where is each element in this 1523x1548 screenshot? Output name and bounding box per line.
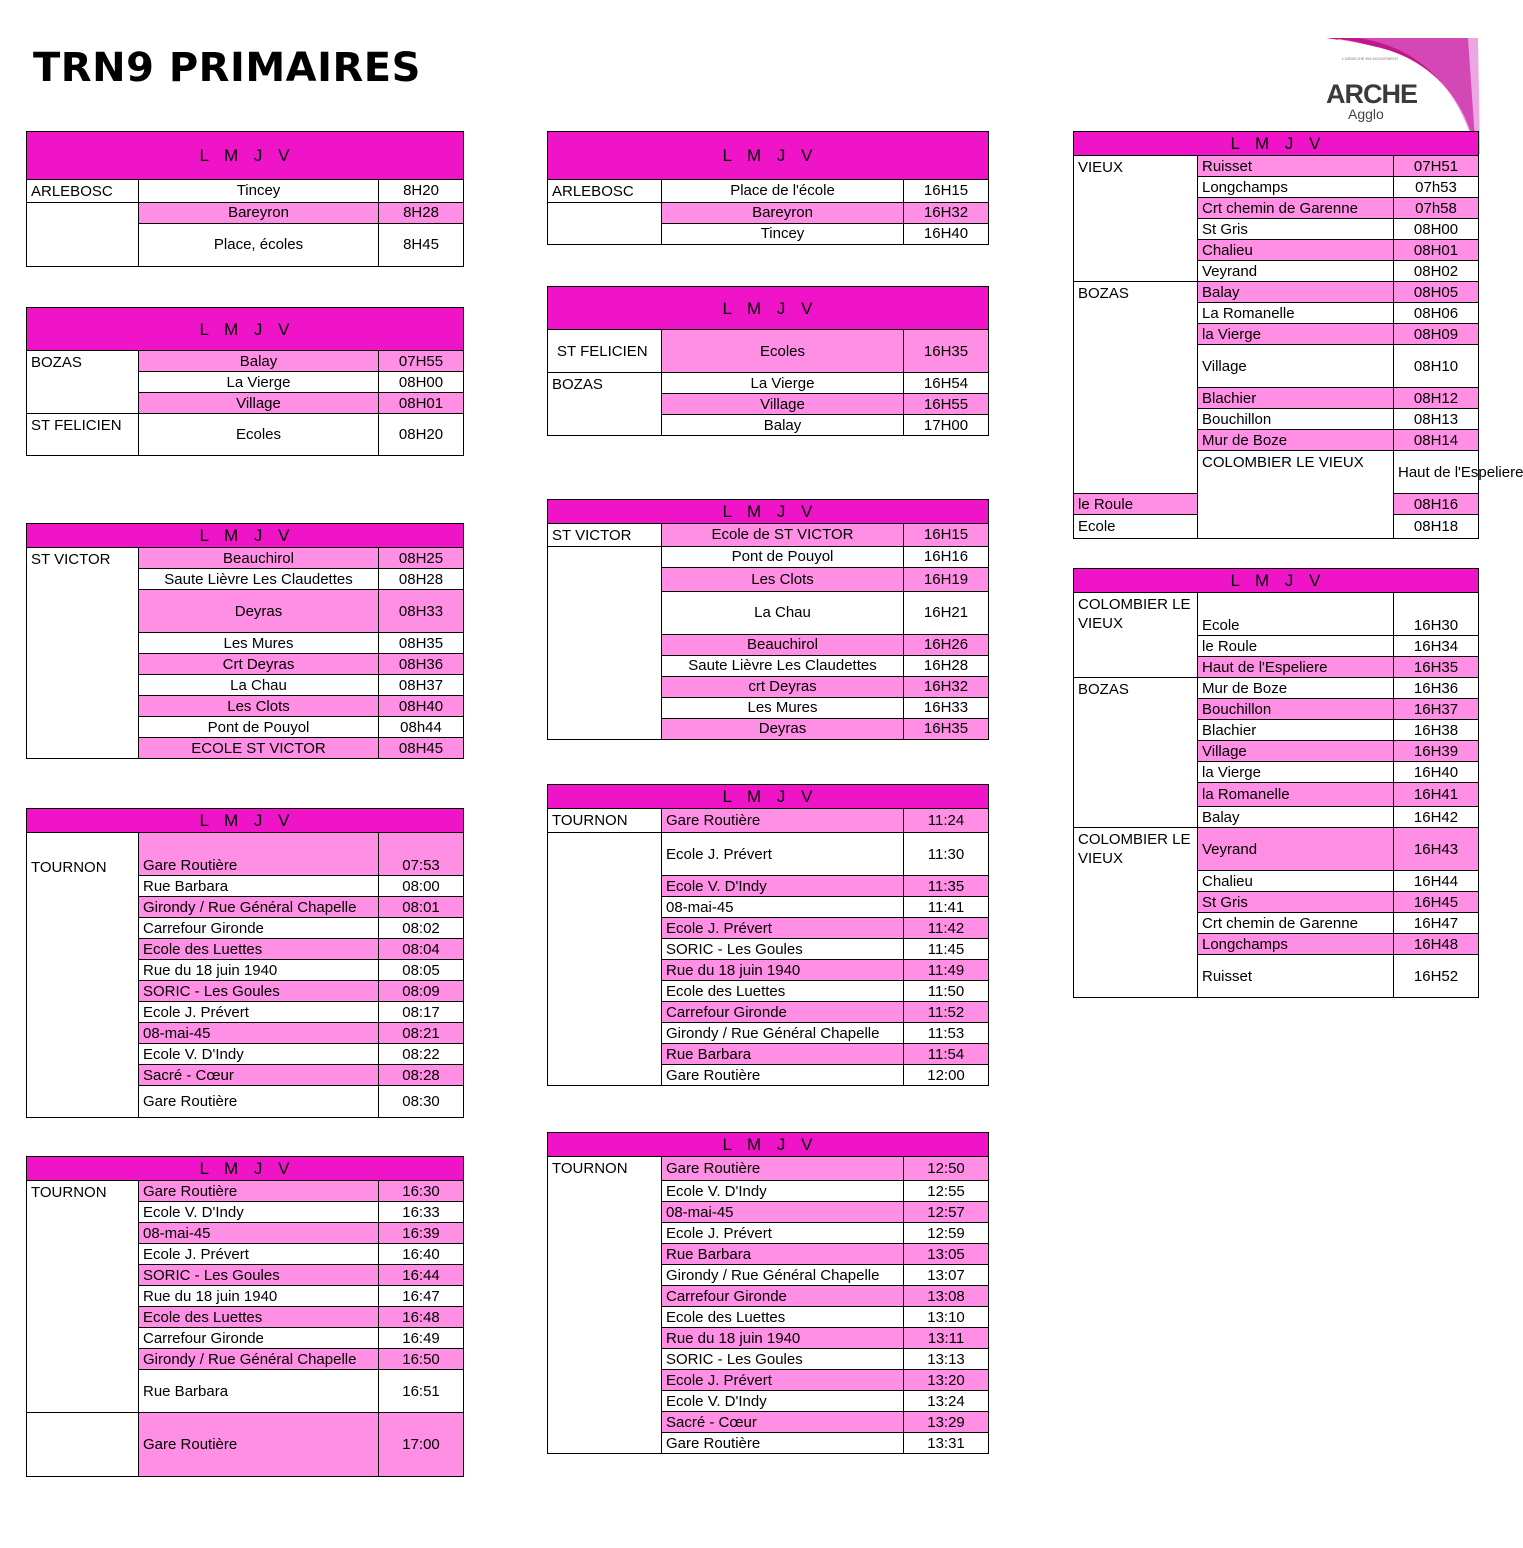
commune-cell	[548, 202, 662, 244]
stop-time: 13:08	[904, 1286, 989, 1307]
stop-name: Haut de l'Espeliere	[1394, 451, 1479, 494]
stop-time: 16:49	[379, 1328, 464, 1349]
stop-name: Les Mures	[662, 697, 904, 718]
stop-name: Carrefour Gironde	[662, 1002, 904, 1023]
table-row	[27, 414, 464, 456]
stop-time: 13:10	[904, 1307, 989, 1328]
commune-cell: ST VICTOR	[548, 524, 662, 547]
stop-time: 16H32	[904, 676, 989, 697]
stop-name: Rue du 18 juin 1940	[139, 960, 379, 981]
commune-cell: COLOMBIER LE VIEUX	[1074, 828, 1198, 998]
commune-cell: COLOMBIER LE VIEUX	[1198, 451, 1394, 539]
stop-time: 17:00	[379, 1413, 464, 1477]
stop-time: 08H20	[379, 414, 464, 456]
timetable-t12	[1073, 568, 1479, 998]
stop-time: 16H35	[1394, 657, 1479, 678]
stop-name: Veyrand	[1198, 261, 1394, 282]
stop-time: 08:00	[379, 876, 464, 897]
stop-time: 16H37	[1394, 699, 1479, 720]
stop-time: 12:55	[904, 1181, 989, 1202]
stop-name: Carrefour Gironde	[139, 918, 379, 939]
stop-time: 08H28	[379, 569, 464, 590]
table-row	[27, 180, 464, 203]
stop-name: Girondy / Rue Général Chapelle	[662, 1265, 904, 1286]
stop-name: Les Mures	[139, 633, 379, 654]
stop-name: SORIC - Les Goules	[662, 1349, 904, 1370]
stop-time: 16H43	[1394, 828, 1479, 871]
table-row	[548, 202, 989, 223]
stop-name: St Gris	[1198, 892, 1394, 913]
stop-name: Girondy / Rue Général Chapelle	[139, 1349, 379, 1370]
stop-name: Carrefour Gironde	[139, 1328, 379, 1349]
stop-name: Ecole de ST VICTOR	[662, 524, 904, 547]
stop-time: 16H39	[1394, 741, 1479, 762]
timetable-t11	[1073, 131, 1523, 539]
commune-cell: ARLEBOSC	[548, 180, 662, 203]
stop-name: Place de l'école	[662, 180, 904, 203]
stop-time: 12:57	[904, 1202, 989, 1223]
commune-cell: TOURNON	[548, 1157, 662, 1454]
commune-cell: BOZAS	[1074, 678, 1198, 828]
stop-name: Ecole	[1198, 593, 1394, 636]
stop-name: Ecole des Luettes	[139, 1307, 379, 1328]
stop-time: 08H00	[1394, 219, 1479, 240]
stop-name: Saute Lièvre Les Claudettes	[139, 569, 379, 590]
stop-time: 16H40	[1394, 762, 1479, 783]
days-header: L M J V	[548, 785, 989, 809]
days-header: L M J V	[27, 132, 464, 180]
stop-name: Rue du 18 juin 1940	[662, 960, 904, 981]
stop-time: 13:13	[904, 1349, 989, 1370]
stop-time: 08H09	[1394, 324, 1479, 345]
stop-time: 16H36	[1394, 678, 1479, 699]
stop-name: Deyras	[139, 590, 379, 633]
stop-time: 16H38	[1394, 720, 1479, 741]
stop-time: 08H45	[379, 738, 464, 759]
stop-time: 12:00	[904, 1065, 989, 1086]
stop-time: 11:45	[904, 939, 989, 960]
stop-name: Les Clots	[139, 696, 379, 717]
days-header: L M J V	[27, 524, 464, 548]
stop-name: la Vierge	[1198, 762, 1394, 783]
stop-time: 13:07	[904, 1265, 989, 1286]
stop-time: 08:02	[379, 918, 464, 939]
stop-time: 16H26	[904, 634, 989, 655]
table-row	[1074, 156, 1479, 177]
stop-time: 8H28	[379, 202, 464, 223]
stop-time: 13:20	[904, 1370, 989, 1391]
stop-time: 08H18	[1394, 515, 1479, 539]
stop-name: SORIC - Les Goules	[139, 1265, 379, 1286]
stop-name: La Romanelle	[1198, 303, 1394, 324]
stop-time: 11:54	[904, 1044, 989, 1065]
stop-name: Pont de Pouyol	[139, 717, 379, 738]
stop-time: 07:53	[379, 833, 464, 876]
days-header: L M J V	[27, 809, 464, 833]
stop-time: 08:01	[379, 897, 464, 918]
stop-name: 08-mai-45	[662, 1202, 904, 1223]
stop-name: Ecole J. Prévert	[139, 1244, 379, 1265]
stop-name: 08-mai-45	[139, 1023, 379, 1044]
stop-time: 16:33	[379, 1202, 464, 1223]
table-row	[27, 202, 464, 223]
stop-name: Gare Routière	[662, 809, 904, 833]
table-row	[27, 548, 464, 569]
commune-cell	[27, 1413, 139, 1477]
stop-time: 08H02	[1394, 261, 1479, 282]
stop-name: Rue Barbara	[662, 1244, 904, 1265]
stop-time: 16H52	[1394, 955, 1479, 998]
stop-name: Ecole J. Prévert	[662, 1370, 904, 1391]
timetable-t5	[26, 1156, 464, 1477]
commune-cell: VIEUX	[1074, 156, 1198, 282]
logo-sub: Agglo	[1348, 106, 1384, 122]
stop-name: 08-mai-45	[139, 1223, 379, 1244]
stop-time: 08H36	[379, 654, 464, 675]
stop-time: 16H35	[904, 718, 989, 739]
stop-time: 16H44	[1394, 871, 1479, 892]
stop-time: 13:29	[904, 1412, 989, 1433]
stop-time: 16:44	[379, 1265, 464, 1286]
stop-time: 08H05	[1394, 282, 1479, 303]
stop-name: Carrefour Gironde	[662, 1286, 904, 1307]
stop-name: Bouchillon	[1198, 409, 1394, 430]
logo-tagline: L'ARDECHE EN MOUVEMENT	[1342, 56, 1399, 61]
stop-time: 16H41	[1394, 783, 1479, 807]
stop-name: Les Clots	[662, 567, 904, 591]
stop-name: Ruisset	[1198, 955, 1394, 998]
stop-name: la Romanelle	[1198, 783, 1394, 807]
stop-time: 16H47	[1394, 913, 1479, 934]
stop-name: Beauchirol	[139, 548, 379, 569]
stop-name: Rue Barbara	[139, 1370, 379, 1413]
commune-cell: COLOMBIER LE VIEUX	[1074, 593, 1198, 678]
stop-name: SORIC - Les Goules	[662, 939, 904, 960]
stop-name: le Roule	[1198, 636, 1394, 657]
stop-name: Village	[1198, 741, 1394, 762]
commune-cell: ARLEBOSC	[27, 180, 139, 203]
stop-time: 16H28	[904, 655, 989, 676]
table-row	[548, 180, 989, 203]
stop-time: 16:48	[379, 1307, 464, 1328]
stop-name: Place, écoles	[139, 223, 379, 266]
stop-name: Rue du 18 juin 1940	[139, 1286, 379, 1307]
days-header: L M J V	[548, 287, 989, 330]
stop-name: Gare Routière	[139, 833, 379, 876]
stop-time: 16H21	[904, 591, 989, 634]
stop-time: 11:41	[904, 897, 989, 918]
stop-name: Balay	[1198, 807, 1394, 828]
stop-name: Ecole des Luettes	[139, 939, 379, 960]
stop-time: 16H35	[904, 330, 989, 373]
stop-name: Girondy / Rue Général Chapelle	[139, 897, 379, 918]
stop-name: Ruisset	[1198, 156, 1394, 177]
stop-time: 08H12	[1394, 388, 1479, 409]
table-row	[1074, 282, 1479, 303]
stop-name: Rue Barbara	[662, 1044, 904, 1065]
stop-name: Sacré - Cœur	[139, 1065, 379, 1086]
stop-time: 08:09	[379, 981, 464, 1002]
stop-time: 12:59	[904, 1223, 989, 1244]
table-row	[27, 833, 464, 876]
stop-name: Chalieu	[1198, 871, 1394, 892]
stop-name: Ecole V. D'Indy	[139, 1044, 379, 1065]
timetable-t8	[547, 499, 989, 740]
stop-name: ECOLE ST VICTOR	[139, 738, 379, 759]
stop-time: 16H33	[904, 697, 989, 718]
days-header: L M J V	[1074, 569, 1479, 593]
stop-name: Crt chemin de Garenne	[1198, 198, 1394, 219]
stop-name: La Chau	[139, 675, 379, 696]
stop-time: 08:30	[379, 1086, 464, 1118]
stop-name: Village	[139, 393, 379, 414]
stop-name: Gare Routière	[662, 1433, 904, 1454]
stop-time: 12:50	[904, 1157, 989, 1181]
stop-name: Ecole des Luettes	[662, 1307, 904, 1328]
days-header: L M J V	[548, 132, 989, 180]
stop-name: Longchamps	[1198, 934, 1394, 955]
commune-cell: TOURNON	[27, 1181, 139, 1413]
table-row	[548, 833, 989, 876]
stop-time: 08h44	[379, 717, 464, 738]
stop-time: 8H20	[379, 180, 464, 203]
commune-cell: ST FELICIEN	[548, 330, 662, 373]
stop-name: la Vierge	[1198, 324, 1394, 345]
stop-name: Crt Deyras	[139, 654, 379, 675]
days-header: L M J V	[548, 1133, 989, 1157]
commune-cell	[548, 546, 662, 739]
timetable-t10	[547, 1132, 989, 1454]
stop-name: Veyrand	[1198, 828, 1394, 871]
stop-name: Crt chemin de Garenne	[1198, 913, 1394, 934]
stop-time: 16:30	[379, 1181, 464, 1202]
stop-name: Ecoles	[139, 414, 379, 456]
stop-name: le Roule	[1074, 494, 1198, 515]
stop-time: 16H40	[904, 223, 989, 244]
days-header: L M J V	[548, 500, 989, 524]
stop-name: crt Deyras	[662, 676, 904, 697]
stop-time: 16H30	[1394, 593, 1479, 636]
stop-name: Balay	[139, 351, 379, 372]
timetable-t1	[26, 131, 464, 267]
stop-name: Ecole	[1074, 515, 1198, 539]
stop-name: Balay	[662, 415, 904, 436]
table-row	[548, 1157, 989, 1181]
timetable-t7	[547, 286, 989, 436]
stop-time: 16H48	[1394, 934, 1479, 955]
stop-name: Tincey	[662, 223, 904, 244]
stop-time: 11:52	[904, 1002, 989, 1023]
stop-name: Gare Routière	[139, 1413, 379, 1477]
stop-time: 08H01	[1394, 240, 1479, 261]
stop-name: Ecole V. D'Indy	[662, 1391, 904, 1412]
stop-name: La Vierge	[139, 372, 379, 393]
stop-time: 08H14	[1394, 430, 1479, 451]
timetable-t3	[26, 523, 464, 759]
commune-cell	[548, 833, 662, 1086]
table-row	[548, 330, 989, 373]
stop-time: 16H15	[904, 180, 989, 203]
stop-name: Mur de Boze	[1198, 678, 1394, 699]
commune-cell: BOZAS	[548, 373, 662, 436]
stop-name: Girondy / Rue Général Chapelle	[662, 1023, 904, 1044]
stop-name: Ecole J. Prévert	[662, 833, 904, 876]
stop-name: Ecole V. D'Indy	[139, 1202, 379, 1223]
stop-time: 11:50	[904, 981, 989, 1002]
stop-name: Pont de Pouyol	[662, 546, 904, 567]
stop-time: 08H00	[379, 372, 464, 393]
table-row	[1074, 828, 1479, 871]
stop-name: Bouchillon	[1198, 699, 1394, 720]
page-title: TRN9 PRIMAIRES	[33, 45, 421, 91]
stop-name: Beauchirol	[662, 634, 904, 655]
stop-time: 07h53	[1394, 177, 1479, 198]
stop-name: Ecole V. D'Indy	[662, 876, 904, 897]
stop-time: 11:30	[904, 833, 989, 876]
stop-time: 11:53	[904, 1023, 989, 1044]
stop-time: 07H55	[379, 351, 464, 372]
stop-name: Tincey	[139, 180, 379, 203]
table-row	[548, 546, 989, 567]
stop-time: 16H15	[904, 524, 989, 547]
stop-name: Longchamps	[1198, 177, 1394, 198]
stop-time: 11:35	[904, 876, 989, 897]
stop-time: 08:04	[379, 939, 464, 960]
stop-name: Mur de Boze	[1198, 430, 1394, 451]
stop-name: Blachier	[1198, 720, 1394, 741]
stop-name: Ecole J. Prévert	[662, 918, 904, 939]
stop-name: Blachier	[1198, 388, 1394, 409]
stop-time: 08:22	[379, 1044, 464, 1065]
table-row	[548, 373, 989, 394]
stop-name: Ecole V. D'Indy	[662, 1181, 904, 1202]
stop-time: 08H16	[1394, 494, 1479, 515]
stop-time: 16H45	[1394, 892, 1479, 913]
table-row	[548, 524, 989, 547]
stop-time: 08H37	[379, 675, 464, 696]
stop-name: Gare Routière	[139, 1086, 379, 1118]
commune-cell	[27, 202, 139, 266]
stop-name: Ecole des Luettes	[662, 981, 904, 1002]
stop-time: 08H01	[379, 393, 464, 414]
logo-name: ARCHE	[1326, 79, 1418, 109]
stop-name: Rue du 18 juin 1940	[662, 1328, 904, 1349]
stop-name: Saute Lièvre Les Claudettes	[662, 655, 904, 676]
table-row	[548, 809, 989, 833]
timetable-t6	[547, 131, 989, 245]
stop-name: Village	[1198, 345, 1394, 388]
stop-time: 16:47	[379, 1286, 464, 1307]
stop-name: Gare Routière	[662, 1065, 904, 1086]
days-header: L M J V	[1074, 132, 1479, 156]
stop-time: 08H10	[1394, 345, 1479, 388]
stop-time: 08H35	[379, 633, 464, 654]
stop-time: 08H25	[379, 548, 464, 569]
stop-time: 16:51	[379, 1370, 464, 1413]
stop-name: Bareyron	[662, 202, 904, 223]
stop-time: 8H45	[379, 223, 464, 266]
stop-name: Ecole J. Prévert	[139, 1002, 379, 1023]
commune-cell: TOURNON	[548, 809, 662, 833]
stop-time: 13:31	[904, 1433, 989, 1454]
stop-name: St Gris	[1198, 219, 1394, 240]
stop-time: 08H13	[1394, 409, 1479, 430]
stop-name: Gare Routière	[662, 1157, 904, 1181]
stop-time: 16H19	[904, 567, 989, 591]
commune-cell: ST VICTOR	[27, 548, 139, 759]
stop-name: Sacré - Cœur	[662, 1412, 904, 1433]
stop-time: 07H51	[1394, 156, 1479, 177]
timetable-t4	[26, 808, 464, 1118]
stop-name: Ecole J. Prévert	[662, 1223, 904, 1244]
stop-name: Deyras	[662, 718, 904, 739]
stop-time: 08:05	[379, 960, 464, 981]
stop-time: 08H33	[379, 590, 464, 633]
table-row	[27, 1181, 464, 1202]
stop-name: Rue Barbara	[139, 876, 379, 897]
stop-name: La Chau	[662, 591, 904, 634]
stop-time: 11:24	[904, 809, 989, 833]
table-row	[1074, 678, 1479, 699]
stop-time: 13:24	[904, 1391, 989, 1412]
stop-name: Gare Routière	[139, 1181, 379, 1202]
stop-name: Chalieu	[1198, 240, 1394, 261]
timetable-t2	[26, 307, 464, 456]
days-header: L M J V	[27, 308, 464, 351]
stop-time: 16H32	[904, 202, 989, 223]
table-row	[1074, 593, 1479, 636]
stop-time: 16:40	[379, 1244, 464, 1265]
days-header: L M J V	[27, 1157, 464, 1181]
stop-name: Village	[662, 394, 904, 415]
timetable-t9	[547, 784, 989, 1086]
stop-name: 08-mai-45	[662, 897, 904, 918]
stop-name: Balay	[1198, 282, 1394, 303]
stop-time: 08H06	[1394, 303, 1479, 324]
table-row	[27, 351, 464, 372]
commune-cell: BOZAS	[1074, 282, 1198, 494]
stop-time: 16H42	[1394, 807, 1479, 828]
table-row	[27, 1413, 464, 1477]
stop-time: 11:42	[904, 918, 989, 939]
commune-cell: ST FELICIEN	[27, 414, 139, 456]
stop-time: 07h58	[1394, 198, 1479, 219]
stop-time: 16:50	[379, 1349, 464, 1370]
stop-time: 16H16	[904, 546, 989, 567]
stop-time: 16H54	[904, 373, 989, 394]
stop-name: SORIC - Les Goules	[139, 981, 379, 1002]
stop-time: 16:39	[379, 1223, 464, 1244]
commune-cell: BOZAS	[27, 351, 139, 414]
stop-time: 13:11	[904, 1328, 989, 1349]
stop-time: 13:05	[904, 1244, 989, 1265]
stop-time: 11:49	[904, 960, 989, 981]
stop-name: Ecoles	[662, 330, 904, 373]
stop-name: La Vierge	[662, 373, 904, 394]
stop-time: 08:21	[379, 1023, 464, 1044]
commune-cell: TOURNON	[27, 833, 139, 1118]
stop-time: 08:17	[379, 1002, 464, 1023]
stop-time: 08H40	[379, 696, 464, 717]
stop-name: Haut de l'Espeliere	[1198, 657, 1394, 678]
stop-time: 17H00	[904, 415, 989, 436]
stop-time: 08:28	[379, 1065, 464, 1086]
stop-time: 16H34	[1394, 636, 1479, 657]
stop-name: Bareyron	[139, 202, 379, 223]
stop-time: 16H55	[904, 394, 989, 415]
